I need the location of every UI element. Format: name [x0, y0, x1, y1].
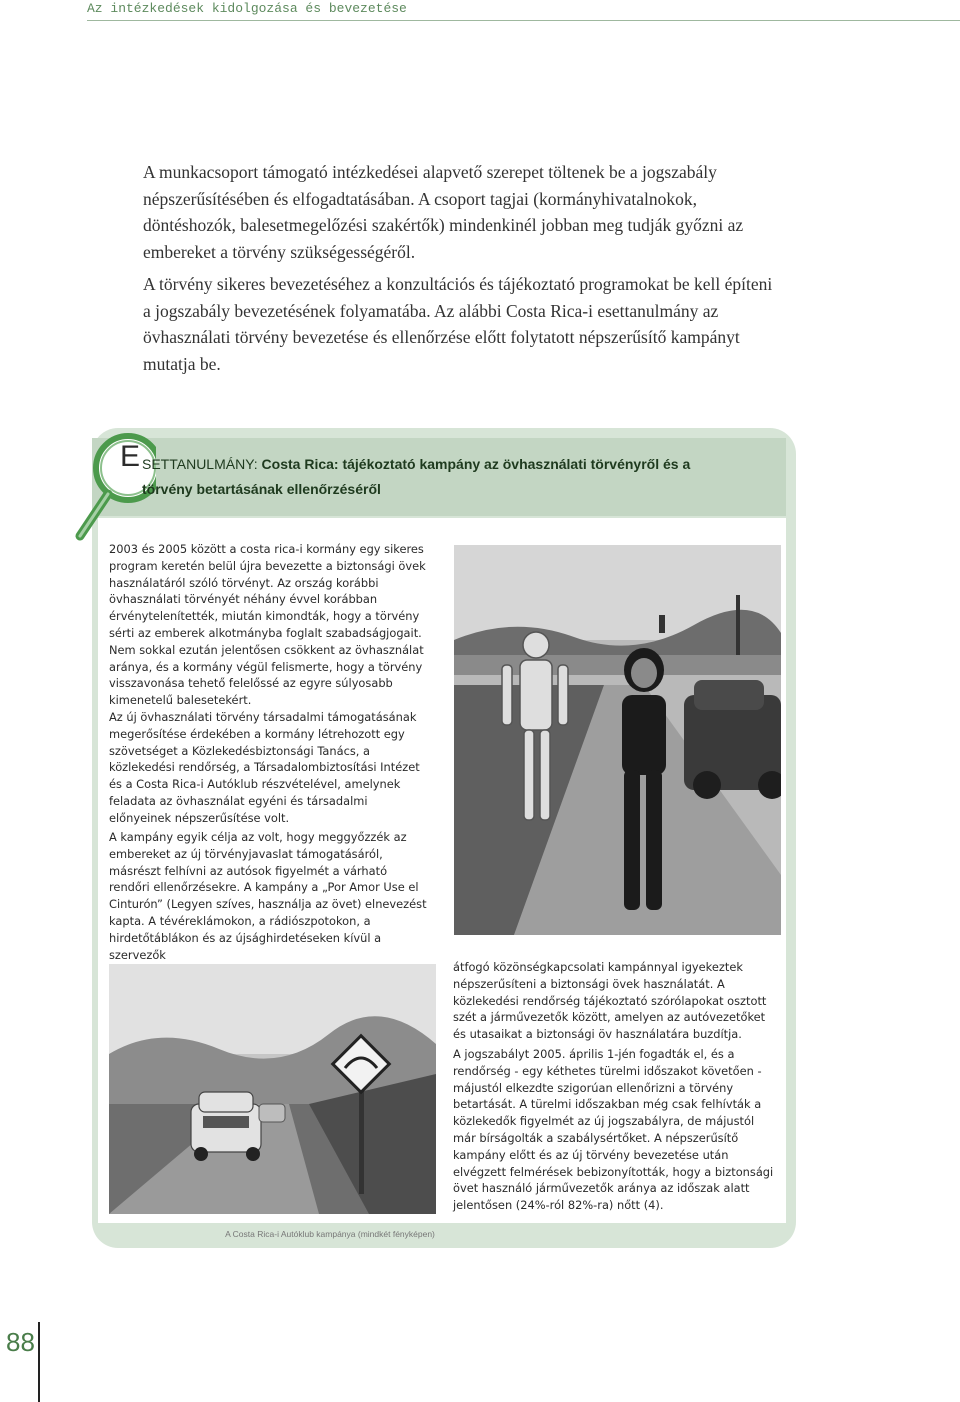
page-number: 88 [6, 1327, 35, 1357]
page-number-rule [38, 1322, 40, 1402]
body-paragraph-2: Az új övhasználati törvény társadalmi támogatásának megerősítése érdekében a kormány létrehozott egy szövetséget a Közlekedésbiztonsági Tanács, a közlekedési rendőrség, a Társadalombiztosítási Intézet és a Costa Rica-i Autóklub részvételével, amelynek feladata az övhasználat egyéni és társadalmi előnyeinek népszerűsítése volt. [109, 710, 420, 825]
body-paragraph-1: 2003 és 2005 között a costa rica-i kormány egy sikeres program keretén belül újra bevezette a biztonsági övek használatáról szóló törvényt. Az ország korábbi övhasználati törvényét néhány évvel korábban érvénytelenítették, miután kimondták, hogy a törvény sérti az emberek alkotmányba foglalt szabadságjogait. Nem sokkal ezután jelentősen csökkent az övhasználat aránya, és a kormány végül felismerte, hogy a törvény visszavonása tehető felelőssé az egyre súlyosabb kimenetelű balesetekért. [109, 542, 426, 708]
case-study-title [142, 452, 742, 502]
photo-caption: A Costa Rica-i Autóklub kampánya (mindkét fényképen) [225, 1229, 435, 1239]
body-paragraph-5: A jogszabályt 2005. április 1-jén fogadták el, és a rendőrség - egy kéthetes türelmi időszakot követően - májustól elkezdte szigorúan ellenőrizni a törvény betartását. A türelmi időszakban még csak felhívták a közlekedők figyelmét az új jogszabályra, de májustól már bírságolták a szabálysértőket. A népszerűsítő kampány előtt és az új törvény bevezetése után elvégzett felmérések bebizonyították, hogy a biztonsági övet használó járművezetők aránya az időszak alatt jelentősen (24%-ról 82%-ra) nőtt (4). [453, 1047, 774, 1213]
campaign-photo-street [454, 545, 781, 935]
intro-paragraph-1: A munkacsoport támogató intézkedései alapvető szerepet töltenek be a jogszabály népszerűsítésében és elfogadtatásában. A csoport tagjai (kormányhivatalnokok, döntéshozók, balesetmegelőzési szakértők) mindenkinél jobban meg tudják győzni az embereket a törvény szükségességéről. [143, 162, 744, 262]
campaign-photo-rainy-road [109, 964, 436, 1214]
running-title: Az intézkedések kidolgozása és bevezetése [87, 1, 407, 16]
body-paragraph-4: átfogó közönségkapcsolati kampánnyal igyekeztek népszerűsíteni a biztonsági övek használatát. A közlekedési rendőrség tájékoztató szórólapokat osztott szét a járművezetők között, amelyen az autóvezetőket és utasaikat a biztonsági öv használatára buzdítja. [453, 960, 767, 1042]
case-study-title-text: Costa Rica: tájékoztató kampány az övhasználati törvényről és a törvény betartásának ellenőrzéséről [142, 456, 691, 497]
intro-paragraph-2: A törvény sikeres bevezetéséhez a konzultációs és tájékoztató programokat be kell építeni a jogszabály bevezetésének folyamatába. Az alábbi Costa Rica-i esettanulmány az övhasználati törvény bevezetése és ellenőrzése előtt folytatott népszerűsítő kampányt mutatja be. [143, 274, 773, 374]
case-study-tag: SETTANULMÁNY: [142, 456, 262, 472]
body-paragraph-3: A kampány egyik célja az volt, hogy meggyőzzék az embereket az új törvényjavaslat támogatásáról, másrészt felhívni az autósok figyelmét a várható rendőri ellenőrzésekre. A kampány a „Por Amor Use el Cinturón” (Legyen szíves, használja az övet) elnevezést kapta. A tévéreklámokon, a rádiószpotokon, a hirdetőtáblákon és az újsághirdetéseken kívül a szervezők [109, 830, 427, 962]
case-study-initial: E [120, 440, 141, 473]
running-header [87, 0, 960, 21]
